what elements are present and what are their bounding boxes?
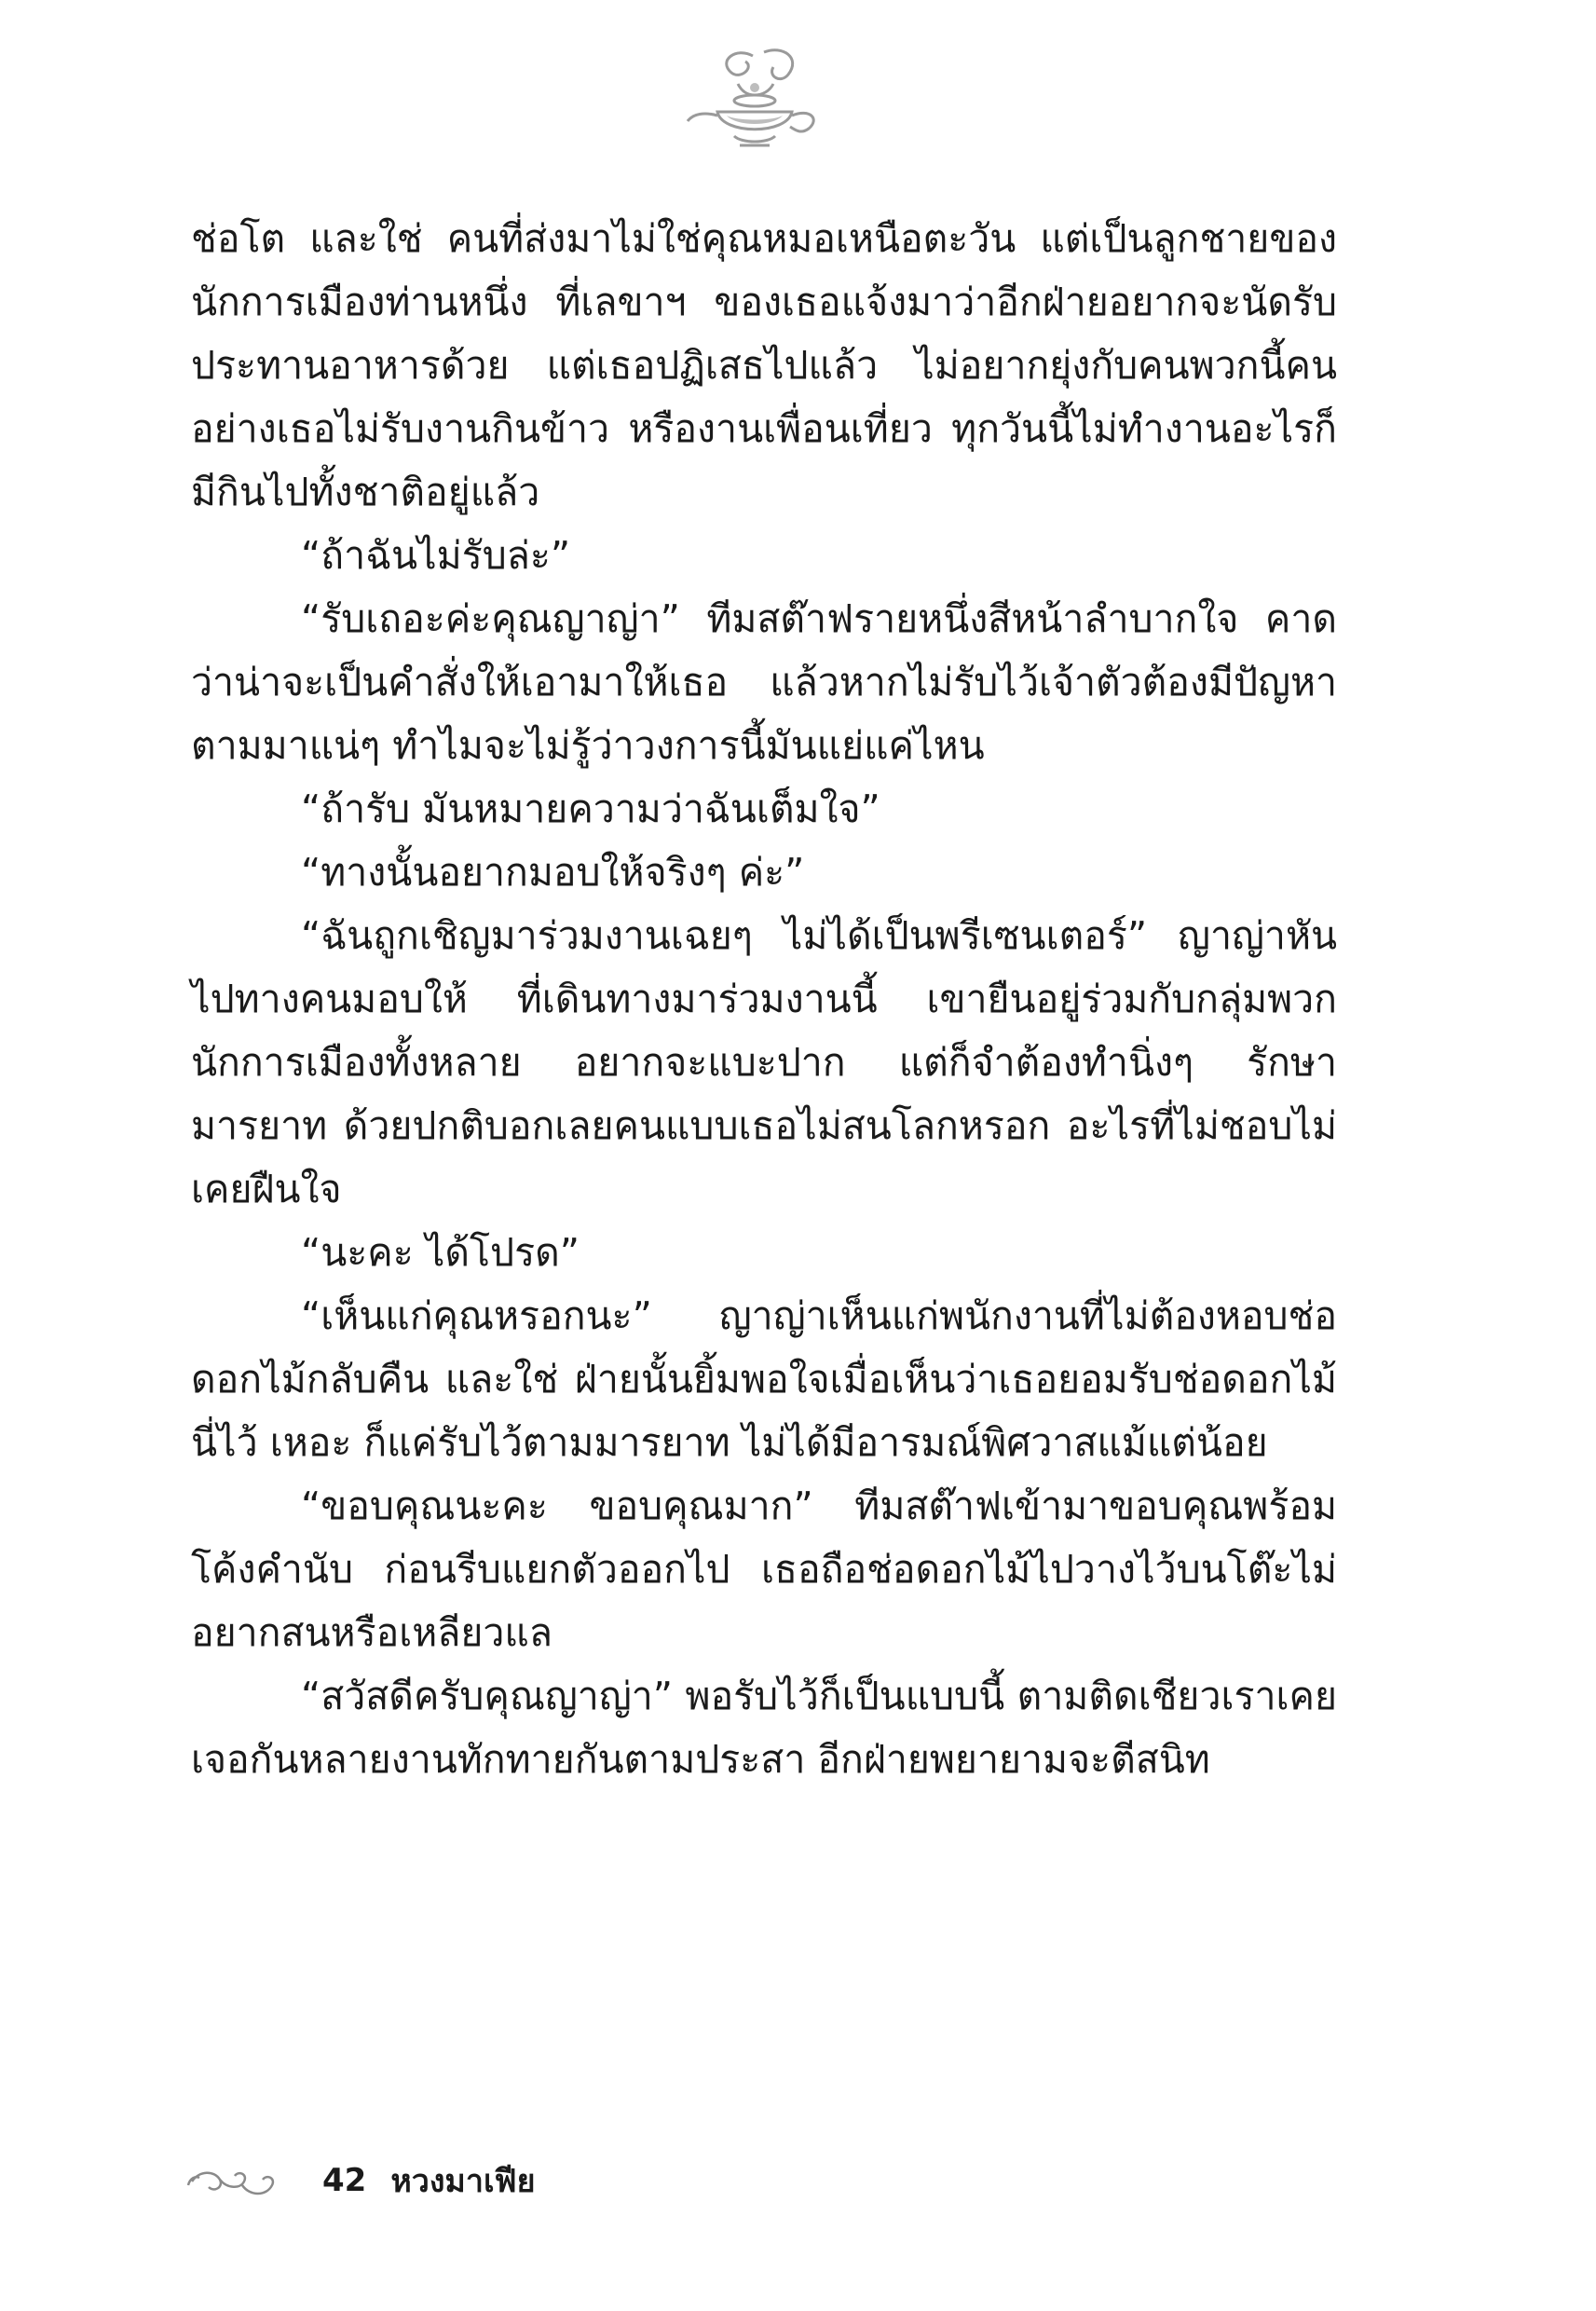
paragraph-6: “ฉันถูกเชิญมาร่วมงานเฉยๆ ไม่ได้เป็นพรีเซนเตอร์” ญาญ่าหันไปทางคนมอบให้ ที่เดินทางมาร่วมงานนี้ เขายืนอยู่ร่วมกับกลุ่มพวกนักการเมืองทั้งหลาย อยากจะแบะปาก แต่ก็จำต้องทำนิ่งๆ รักษามารยาท ด้วยปกติบอกเลยคนแบบเธอไม่สนโลกหรอก อะไรที่ไม่ชอบไม่เคยฝืนใจ [191,913,1337,1211]
swirl-ornament-icon [186,2157,289,2204]
paragraph-3: “รับเถอะค่ะคุณญาญ่า” ทีมสต๊าฟรายหนึ่งสีหน้าลำบากใจ คาดว่าน่าจะเป็นคำสั่งให้เอามาให้เธอ แล้วหากไม่รับไว้เจ้าตัวต้องมีปัญหาตามมาแน่ๆ ทำไมจะไม่รู้ว่าวงการนี้มันแย่แค่ไหน [191,596,1337,768]
paragraph-1: ช่อโต และใช่ คนที่ส่งมาไม่ใช่คุณหมอเหนือตะวัน แต่เป็นลูกชายของนักการเมืองท่านหนึ่ง ที่เลขาฯ ของเธอแจ้งมาว่าอีกฝ่ายอยากจะนัดรับประทานอาหารด้วย แต่เธอปฏิเสธไปแล้ว ไม่อยากยุ่งกับคนพวกนี้คนอย่างเธอไม่รับงานกินข้าว หรืองานเพื่อนเที่ยว ทุกวันนี้ไม่ทำงานอะไรก็มีกินไปทั้งชาติอยู่แล้ว [191,216,1337,514]
paragraph-2: “ถ้าฉันไม่รับล่ะ” [301,533,571,578]
paragraph-4: “ถ้ารับ มันหมายความว่าฉันเต็มใจ” [301,786,880,831]
body-text [191,207,1337,1791]
paragraph-5: “ทางนั้นอยากมอบให้จริงๆ ค่ะ” [301,850,805,895]
paragraph-7: “นะคะ ได้โปรด” [301,1230,580,1275]
paragraph-10: “สวัสดีครับคุณญาญ่า” พอรับไว้ก็เป็นแบบนี้ ตามติดเชียวเราเคยเจอกันหลายงานทักทายกันตามประสา อีกฝ่ายพยายามจะตีสนิท [191,1674,1337,1782]
paragraph-8: “เห็นแก่คุณหรอกนะ” ญาญ่าเห็นแก่พนักงานที่ไม่ต้องหอบช่อดอกไม้กลับคืน และใช่ ฝ่ายนั้นยิ้มพอใจเมื่อเห็นว่าเธอยอมรับช่อดอกไม้นี่ไว้ เหอะ ก็แค่รับไว้ตามมารยาท ไม่ได้มีอารมณ์พิศวาสแม้แต่น้อย [191,1293,1337,1465]
paragraph-9: “ขอบคุณนะคะ ขอบคุณมาก” ทีมสต๊าฟเข้ามาขอบคุณพร้อมโค้งคำนับ ก่อนรีบแยกตัวออกไป เธอถือช่อดอกไม้ไปวางไว้บนโต๊ะไม่อยากสนหรือเหลียวแล [191,1484,1337,1655]
book-title: หวงมาเฟีย [390,2163,536,2200]
page-number: 42 [322,2162,367,2199]
page-footer [186,2153,536,2208]
genie-lamp-ornament-icon [680,47,829,168]
